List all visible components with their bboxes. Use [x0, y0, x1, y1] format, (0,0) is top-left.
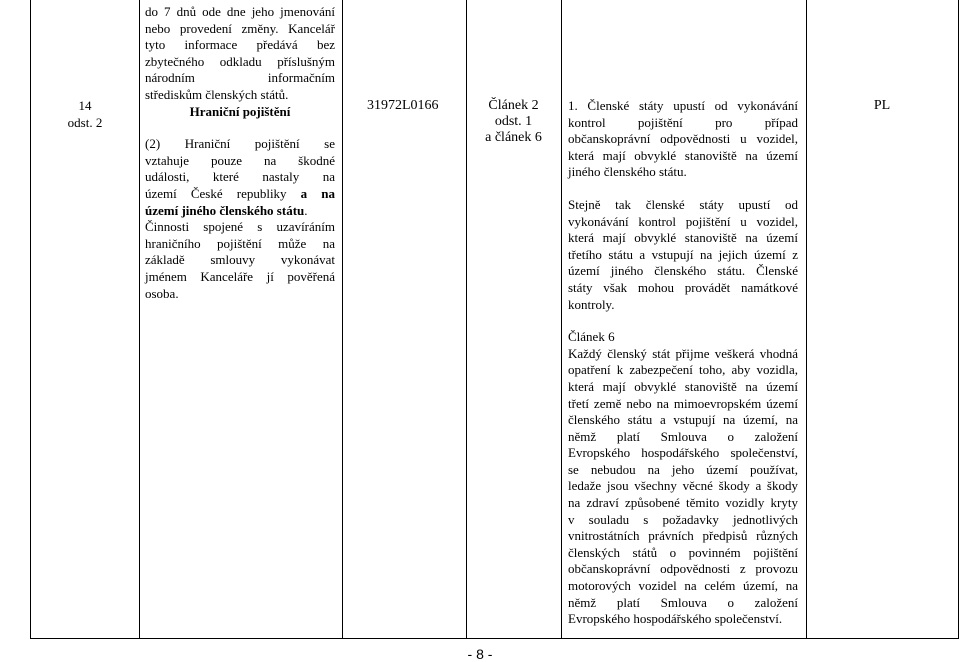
euP2-line: vykonávání kontrol pojištění u vozidel, — [568, 213, 798, 229]
euA6-line: vnitrostátních právních předpisů různých — [568, 528, 798, 544]
czTop-line: nebo provedení změny. Kancelář — [145, 20, 335, 36]
col-border-3 — [342, 0, 343, 639]
euA6-line: na zdraví způsobené těmito vozidly kryty — [568, 495, 798, 511]
euA6-line: motorových vozidel na celém území, na — [568, 578, 798, 594]
czech-paragraph-3 — [145, 219, 335, 302]
czTop-line: střediskům členských států. — [145, 86, 289, 102]
eu-paragraph-1 — [568, 98, 798, 181]
euP2-line: kontroly. — [568, 296, 615, 312]
euA6-line: ledaže jsou všechny věcné škody a škody — [568, 478, 798, 494]
col-border-1 — [30, 0, 31, 639]
language-code: PL — [873, 98, 891, 113]
cz-p2-line: vztahuje pouze na škodné — [145, 152, 335, 168]
cz-p2-bold-a: a na — [300, 185, 336, 201]
euA6-line: členského státu a vstupují na území, na — [568, 412, 798, 428]
euP1-line: jiného členského státu. — [568, 164, 687, 180]
czP3-line: jménem Kanceláře jí pověřená — [145, 268, 335, 284]
euP1-line: občanskoprávní odpovědnosti u vozidel, — [568, 131, 798, 147]
col-border-4 — [466, 0, 467, 639]
euA6-line: třetí země nebo na mimoevropském území — [568, 395, 798, 411]
eu-paragraph-2 — [568, 197, 798, 313]
euP2-line: která mají obvyklé stanoviště na území — [568, 230, 798, 246]
eu-article-6-title: Článek 6 — [568, 329, 615, 345]
col-border-5 — [561, 0, 562, 639]
euP1-line: kontrol pojištění pro případ — [568, 114, 798, 130]
page-number: - 8 - — [467, 646, 493, 662]
euP2-line: třetího státu a vstupují na jejich území z — [568, 246, 798, 262]
euP1-line: která mají obvyklé stanoviště na území — [568, 147, 798, 163]
cz-p2-line: (2) Hraniční pojištění se — [145, 136, 335, 152]
euP1-line: 1. Členské státy upustí od vykonávání — [568, 98, 798, 113]
euP2-line: státy však mohou provádět namátkové — [568, 279, 798, 295]
euA6-line: členských států o povinném pojištění — [568, 544, 798, 560]
euA6-line: opatření k zabezpečení toho, aby vozidla, — [568, 362, 798, 378]
czech-paragraph-2 — [145, 136, 335, 219]
cz-p2-line — [145, 186, 335, 203]
czech-text-column — [145, 4, 335, 302]
czech-article-ref: 14 odst. 2 — [67, 98, 103, 130]
czTop-line: do 7 dnů ode dne jeho jmenování — [145, 4, 335, 19]
col-border-7 — [958, 0, 959, 639]
czP3-line: základě smlouvy vykonávat — [145, 252, 335, 268]
czech-heading: Hraniční pojištění — [189, 103, 291, 119]
euA6-line: němž platí Smlouva o založení — [568, 594, 798, 610]
col-border-6 — [806, 0, 807, 639]
col-border-2 — [139, 0, 140, 639]
czP3-line: Činnosti spojené s uzavíráním — [145, 219, 335, 235]
czP3-line: hraničního pojištění může na — [145, 235, 335, 251]
czTop-line: tyto informace předává bez — [145, 37, 335, 53]
table-bottom-border — [30, 638, 959, 639]
cz-p2-line: události, které nastaly na — [145, 169, 335, 185]
cz-p2-line — [145, 203, 335, 220]
eu-article-ref: Článek 2 odst. 1 a článek 6 — [485, 98, 542, 145]
euP2-line: Stejně tak členské státy upustí od — [568, 196, 798, 212]
czTop-line: národním informačním — [145, 70, 335, 86]
euA6-line: která mají obvyklé stanoviště na území — [568, 378, 798, 394]
euA6-line: v souladu s požadavky jednotlivých — [568, 511, 798, 527]
eu-article-6-text — [568, 346, 798, 628]
euA6-line: občanskoprávní odpovědnosti z provozu — [568, 561, 798, 577]
cz-p2-tail: . — [304, 202, 308, 218]
euA6-line: Evropského hospodářského společenství. — [568, 611, 783, 627]
celex-number: 31972L0166 — [367, 98, 439, 113]
euP2-line: území jiného členského státu. Členské — [568, 263, 798, 279]
euA6-line: se nebudou na jeho území používat, — [568, 461, 798, 477]
cz-p2-line-text: území České republiky — [145, 185, 301, 201]
euA6-line: němž platí Smlouva o založení — [568, 428, 798, 444]
czech-top-text — [145, 4, 335, 104]
czP3-line: osoba. — [145, 285, 179, 301]
euA6-line: Evropského hospodářského společenství, — [568, 445, 798, 461]
czTop-line: zbytečného odkladu příslušným — [145, 53, 335, 69]
euA6-line: Každý členský stát přijme veškerá vhodná — [568, 345, 798, 361]
eu-text-column — [568, 98, 798, 628]
cz-p2-bold-b: území jiného členského státu — [145, 202, 305, 218]
